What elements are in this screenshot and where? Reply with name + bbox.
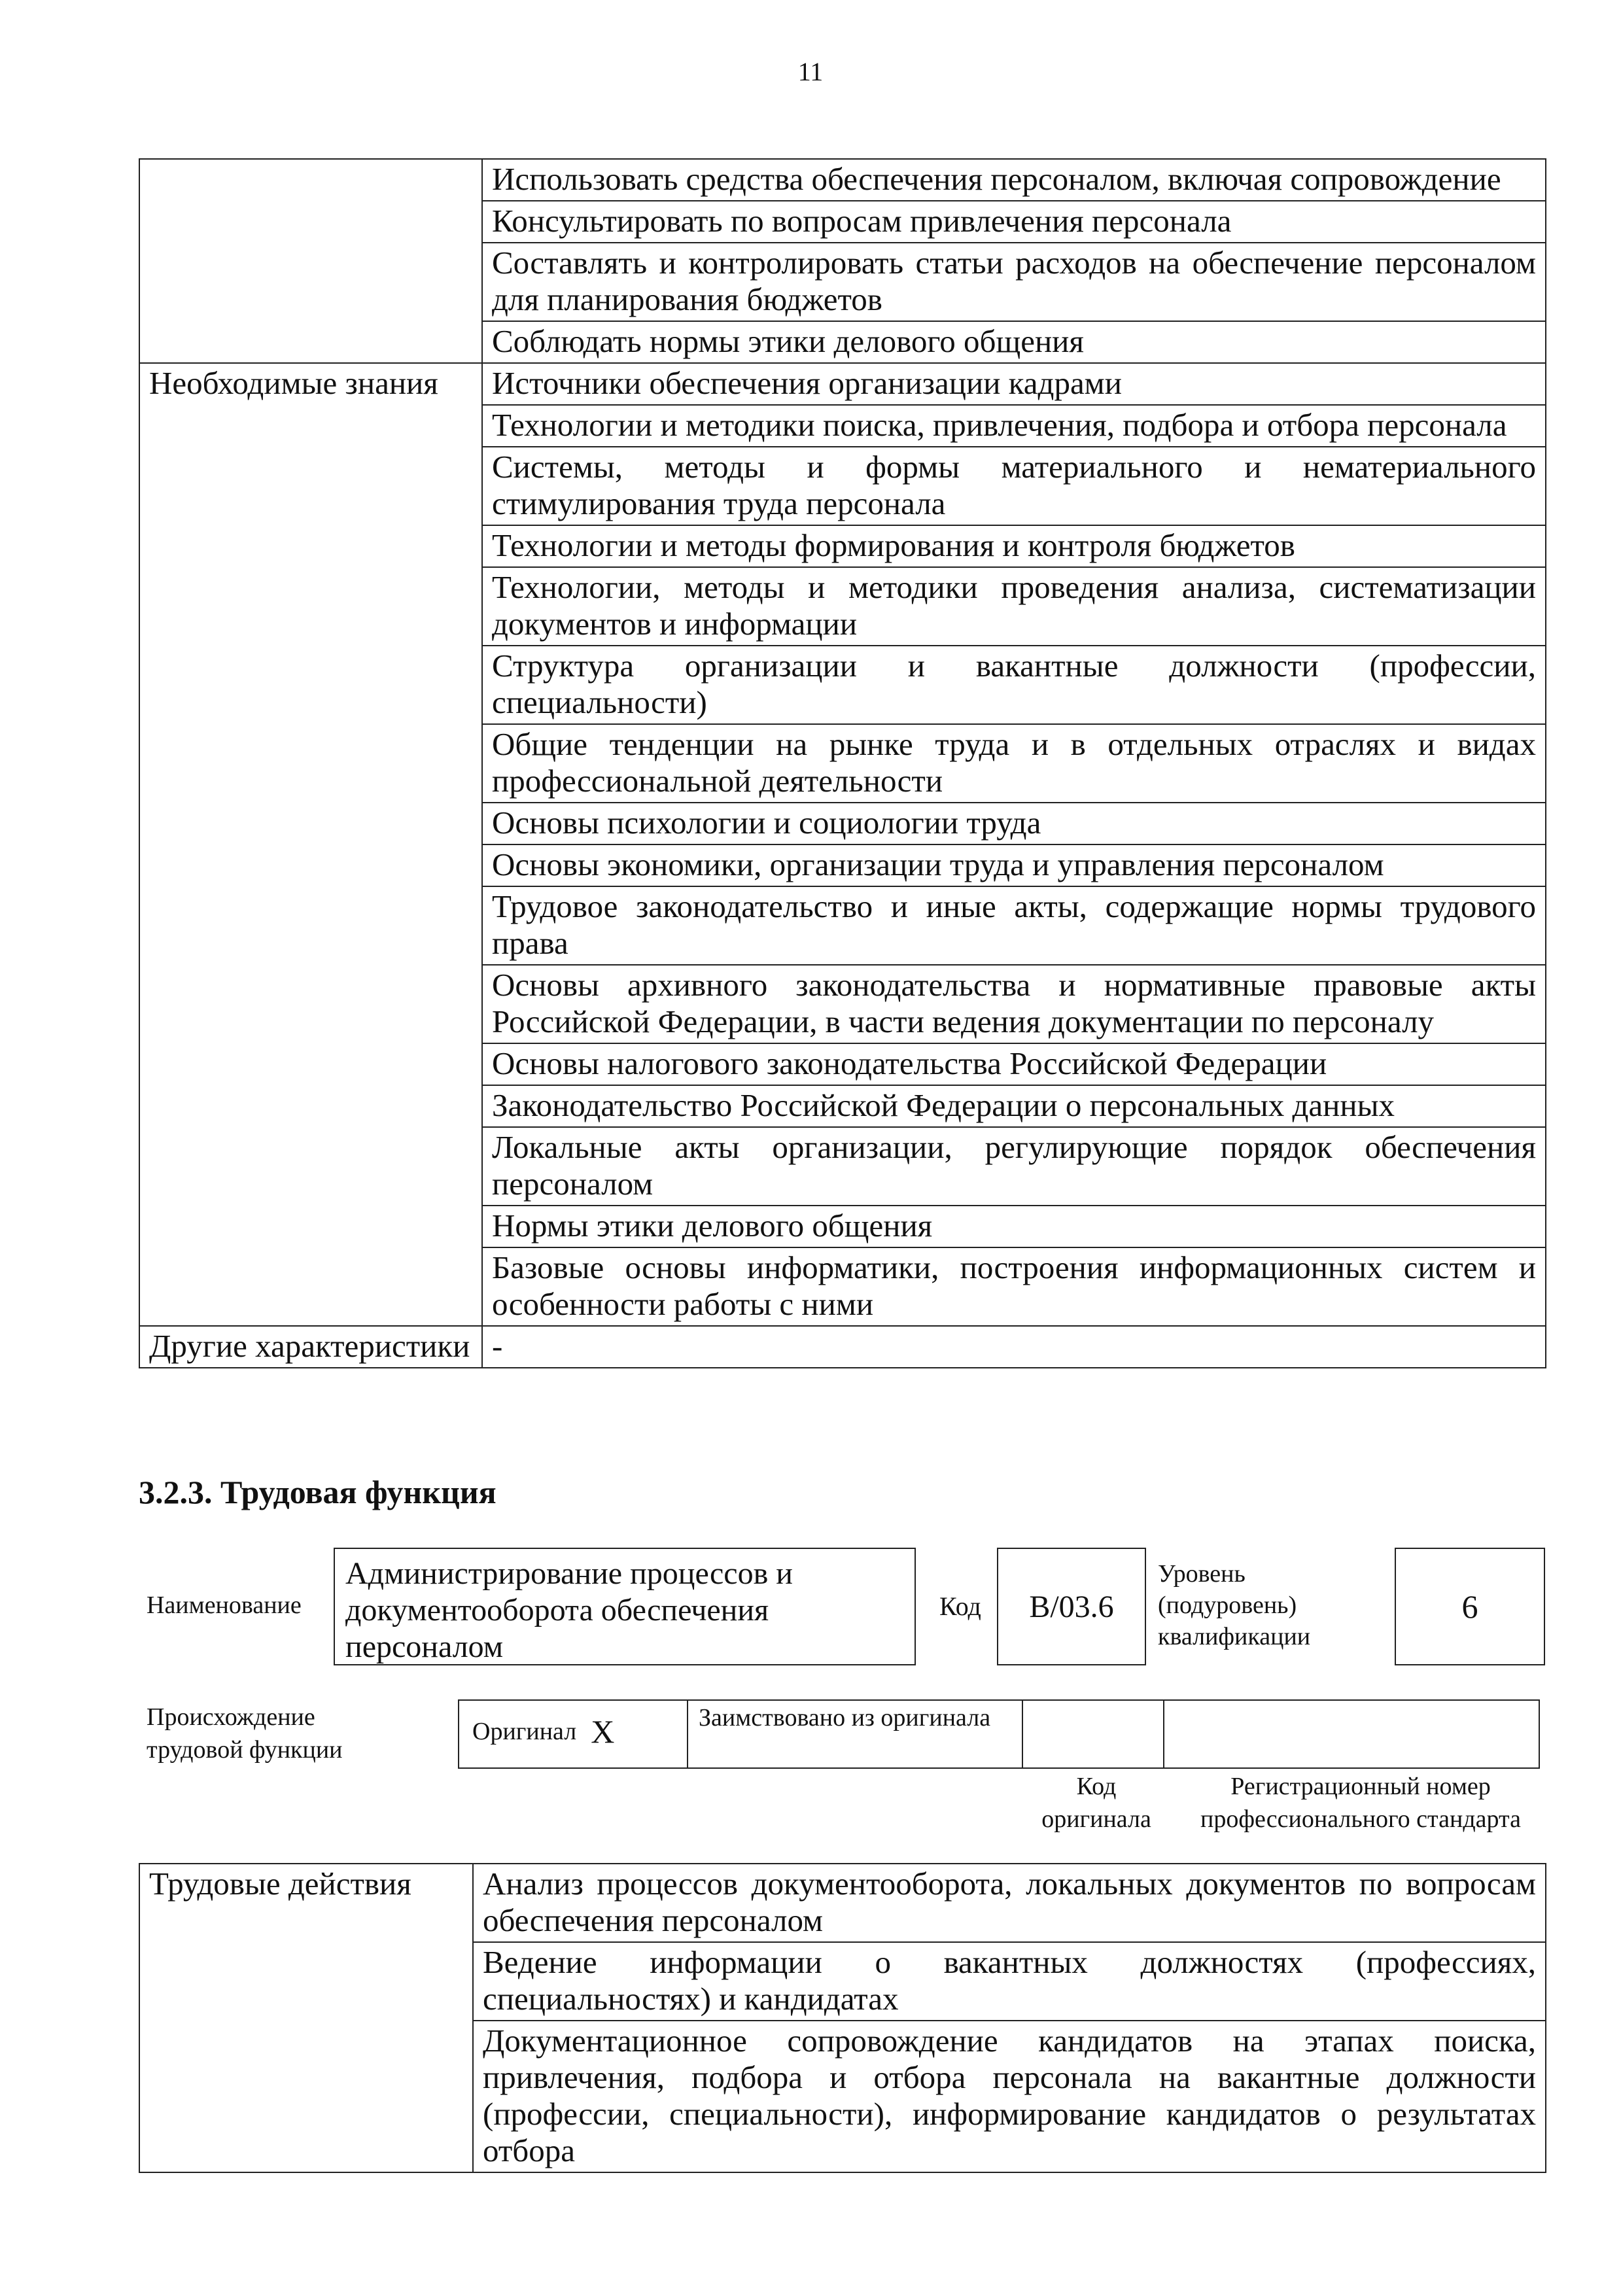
knowledge-item: Основы психологии и социологии труда [482,803,1546,844]
table-row [139,1326,1546,1368]
knowledge-item: Основы экономики, организации труда и управления персоналом [482,844,1546,886]
knowledge-item: Базовые основы информатики, построения информационных систем и особенности работы с ними [482,1247,1546,1326]
actions-label: Трудовые действия [139,1864,473,2172]
name-label: Наименование [147,1592,302,1619]
origin-table [458,1699,1540,1769]
other-characteristics-label: Другие характеристики [139,1326,482,1368]
knowledge-item: Структура организации и вакантные должности (профессии, специальности) [482,646,1546,724]
knowledge-item: Нормы этики делового общения [482,1206,1546,1247]
knowledge-item: Общие тенденции на рынке труда и в отдельных отраслях и видах профессиональной деятельности [482,724,1546,803]
code-original-cell [1022,1700,1164,1768]
function-code-box: B/03.6 [997,1548,1146,1665]
knowledge-item: Технологии и методики поиска, привлечения, подбора и отбора персонала [482,405,1546,447]
knowledge-item: Технологии и методы формирования и контроля бюджетов [482,525,1546,567]
code-original-label: Код оригинала [1041,1773,1151,1833]
original-mark: X [591,1713,615,1750]
borrowed-label: Заимствовано из оригинала [688,1700,1022,1768]
knowledge-item: Системы, методы и формы материального и нематериального стимулирования труда персонала [482,447,1546,525]
code-label: Код [939,1592,981,1621]
knowledge-item: Технологии, методы и методики проведения анализа, систематизации документов и информации [482,567,1546,646]
skill-item: Соблюдать нормы этики делового общения [482,321,1546,363]
level-label [1158,1558,1380,1652]
knowledge-item: Основы архивного законодательства и нормативные правовые акты Российской Федерации, в части ведения документации по персоналу [482,965,1546,1043]
original-label: Оригинал [472,1718,577,1745]
skill-item: Консультировать по вопросам привлечения персонала [482,201,1546,243]
section-title: 3.2.3. Трудовая функция [139,1474,497,1510]
skills-knowledge-table [139,158,1546,1368]
reg-number-label: Регистрационный номер профессионального стандарта [1200,1773,1521,1833]
skill-item: Использовать средства обеспечения персоналом, включая сопровождение [482,159,1546,201]
function-name-box: Администрирование процессов и документооборота обеспечения персоналом [334,1548,916,1665]
action-item: Анализ процессов документооборота, локальных документов по вопросам обеспечения персоналом [473,1864,1546,1942]
level-label-text: Уровень (подуровень) квалификации [1158,1560,1311,1650]
knowledge-item: Законодательство Российской Федерации о персональных данных [482,1085,1546,1127]
origin-label [147,1701,382,1766]
table-row [139,363,1546,405]
knowledge-label: Необходимые знания [139,363,482,1326]
skills-continued-label-cell [139,159,482,363]
table-row [139,1864,1546,1942]
other-characteristics-value: - [482,1326,1546,1368]
labor-actions-table [139,1863,1546,2173]
table-row [139,159,1546,201]
knowledge-item: Источники обеспечения организации кадрами [482,363,1546,405]
reg-number-cell [1164,1700,1539,1768]
skill-item: Составлять и контролировать статьи расходов на обеспечение персоналом для планирования бюджетов [482,243,1546,321]
page-number: 11 [797,57,824,86]
origin-label-text: Происхождение трудовой функции [147,1703,343,1764]
knowledge-item: Локальные акты организации, регулирующие порядок обеспечения персоналом [482,1127,1546,1206]
knowledge-item: Трудовое законодательство и иные акты, содержащие нормы трудового права [482,886,1546,965]
table-row [459,1700,1539,1768]
knowledge-item: Основы налогового законодательства Российской Федерации [482,1043,1546,1085]
action-item: Документационное сопровождение кандидатов на этапах поиска, привлечения, подбора и отбора персонала на вакантные должности (профессии, специальности), информирование кандидатов о результатах отбора [473,2021,1546,2172]
level-value-box: 6 [1395,1548,1545,1665]
action-item: Ведение информации о вакантных должностях (профессиях, специальностях) и кандидатах [473,1942,1546,2021]
original-cell [459,1700,688,1768]
